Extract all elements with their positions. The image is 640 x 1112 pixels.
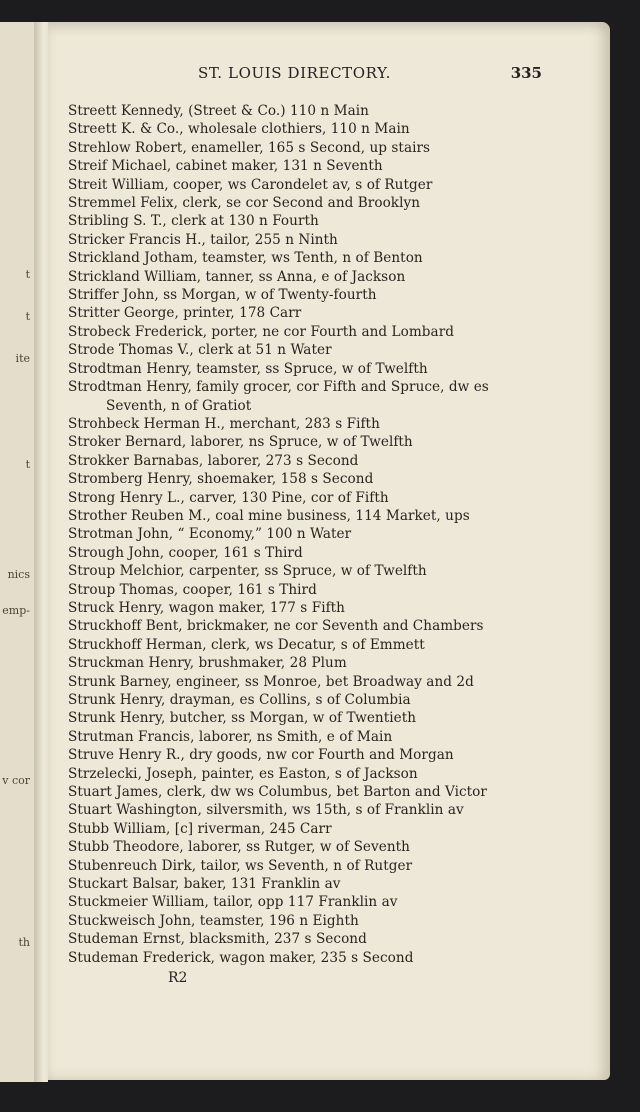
- directory-entry: Streit William, cooper, ws Carondelet av, s of Rutger: [68, 176, 433, 193]
- directory-entry: Strunk Barney, engineer, ss Monroe, bet Broadway and 2d: [68, 673, 474, 690]
- directory-entry: Stromberg Henry, shoemaker, 158 s Second: [68, 471, 374, 488]
- directory-entry: Strutman Francis, laborer, ns Smith, e of Main: [68, 728, 393, 745]
- directory-entry: Stricker Francis H., tailor, 255 n Ninth: [68, 231, 338, 248]
- directory-entry: Streett K. & Co., wholesale clothiers, 110 n Main: [68, 121, 410, 138]
- directory-entry: Strokker Barnabas, laborer, 273 s Second: [68, 452, 359, 469]
- directory-entry: Strong Henry L., carver, 130 Pine, cor of Fifth: [68, 489, 389, 506]
- directory-entry: Strother Reuben M., coal mine business, 114 Market, ups: [68, 507, 470, 524]
- directory-entry: Stuckmeier William, tailor, opp 117 Franklin av: [68, 894, 398, 911]
- directory-entry: Strunk Henry, drayman, es Collins, s of Columbia: [68, 692, 411, 708]
- directory-entry: Stuckart Balsar, baker, 131 Franklin av: [68, 876, 341, 893]
- directory-entry: Stroup Thomas, cooper, 161 s Third: [68, 581, 317, 598]
- left-page-fragment: ite: [15, 352, 30, 365]
- directory-entry: Struckhoff Bent, brickmaker, ne cor Seventh and Chambers: [68, 618, 484, 635]
- left-page-fragment: t: [25, 310, 30, 323]
- directory-entry: Studeman Ernst, blacksmith, 237 s Second: [68, 931, 367, 948]
- directory-entry: Struck Henry, wagon maker, 177 s Fifth: [68, 599, 345, 616]
- directory-entry: Striffer John, ss Morgan, w of Twenty-fourth: [68, 287, 377, 304]
- directory-entry: Studeman Frederick, wagon maker, 235 s Second: [68, 949, 414, 966]
- book-gutter: [34, 22, 48, 1082]
- running-head: ST. LOUIS DIRECTORY.: [198, 64, 392, 82]
- directory-entry: Stubb Theodore, laborer, ss Rutger, w of Seventh: [68, 839, 410, 856]
- directory-entry: Strode Thomas V., clerk at 51 n Water: [68, 342, 332, 359]
- entry-first-line: Strodtman Henry, family grocer, cor Fifth and Spruce, dw es: [68, 379, 489, 396]
- directory-entry: Stuart James, clerk, dw ws Columbus, bet Barton and Victor: [68, 784, 487, 801]
- left-page-fragment: t: [25, 458, 30, 471]
- page-number: 335: [510, 64, 542, 82]
- directory-entry: Strehlow Robert, enameller, 165 s Second, up stairs: [68, 139, 431, 156]
- directory-entry: Stroker Bernard, laborer, ns Spruce, w of Twelfth: [68, 434, 413, 451]
- directory-entry: Stremmel Felix, clerk, se cor Second and Brooklyn: [68, 195, 421, 212]
- directory-entry: [68, 378, 568, 415]
- directory-entry: Struckhoff Herman, clerk, ws Decatur, s of Emmett: [68, 636, 425, 653]
- directory-entry: Strobeck Frederick, porter, ne cor Fourth and Lombard: [68, 323, 455, 340]
- directory-entry: Strickland William, tanner, ss Anna, e of Jackson: [68, 268, 406, 285]
- directory-entry: Streif Michael, cabinet maker, 131 n Seventh: [68, 158, 383, 175]
- directory-entry: Stubb William, [c] riverman, 245 Carr: [68, 820, 332, 837]
- directory-entry: Strough John, cooper, 161 s Third: [68, 544, 303, 561]
- left-page-fragment: v cor: [2, 774, 30, 787]
- page-header: [48, 64, 610, 84]
- directory-entry: Struckman Henry, brushmaker, 28 Plum: [68, 655, 347, 672]
- left-page-fragment: th: [18, 936, 30, 949]
- directory-entries: [68, 102, 568, 967]
- directory-entry: Stribling S. T., clerk at 130 n Fourth: [68, 213, 319, 230]
- left-page-fragment: nics: [7, 568, 30, 581]
- directory-page: [48, 22, 610, 1080]
- directory-entry: Strodtman Henry, teamster, ss Spruce, w of Twelfth: [68, 360, 428, 377]
- directory-entry: Stritter George, printer, 178 Carr: [68, 305, 302, 322]
- directory-entry: Strohbeck Herman H., merchant, 283 s Fifth: [68, 415, 380, 432]
- left-page-edge: [0, 22, 35, 1082]
- left-page-fragment: t: [25, 268, 30, 281]
- directory-entry: Stuckweisch John, teamster, 196 n Eighth: [68, 912, 359, 929]
- directory-entry: Stubenreuch Dirk, tailor, ws Seventh, n of Rutger: [68, 857, 413, 874]
- directory-entry: Stroup Melchior, carpenter, ss Spruce, w of Twelfth: [68, 563, 427, 580]
- directory-entry: Strotman John, “ Economy,” 100 n Water: [68, 526, 352, 543]
- directory-entry: Strickland Jotham, teamster, ws Tenth, n of Benton: [68, 250, 423, 267]
- signature-mark: R2: [168, 970, 188, 986]
- directory-entry: Stuart Washington, silversmith, ws 15th, s of Franklin av: [68, 802, 464, 819]
- directory-entry: Strzelecki, Joseph, painter, es Easton, s of Jackson: [68, 765, 418, 782]
- directory-entry: Struve Henry R., dry goods, nw cor Fourth and Morgan: [68, 747, 454, 764]
- directory-entry: Strunk Henry, butcher, ss Morgan, w of Twentieth: [68, 710, 417, 727]
- entry-continuation: Seventh, n of Gratiot: [106, 397, 252, 414]
- left-page-fragment: emp-: [2, 604, 30, 617]
- directory-entry: Streett Kennedy, (Street & Co.) 110 n Main: [68, 103, 369, 119]
